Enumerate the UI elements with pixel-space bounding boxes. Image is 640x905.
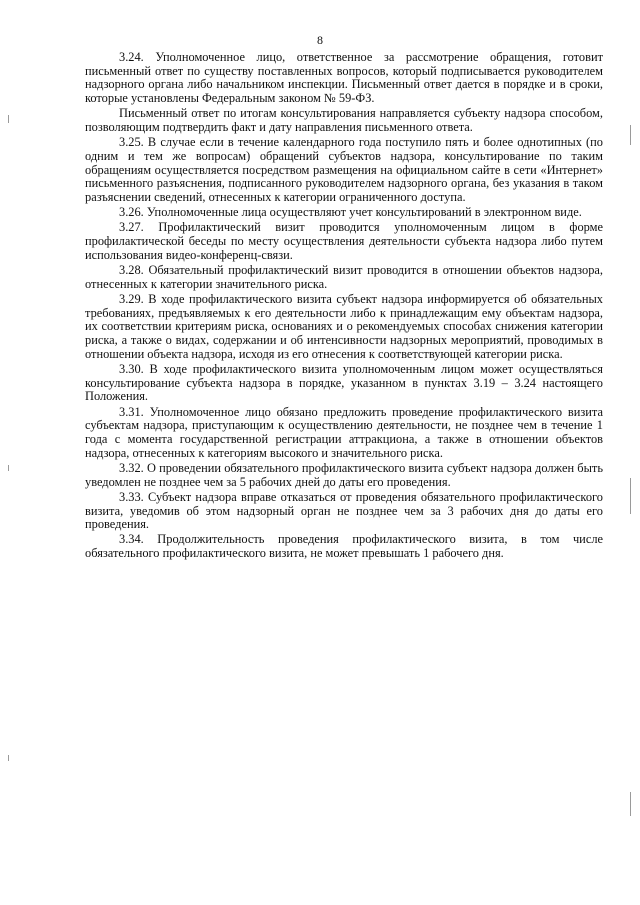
- paragraph-3-31: 3.31. Уполномоченное лицо обязано предложить проведение профилактического визита субъектам надзора, приступающим к осуществлению деятельности, не позднее чем в течение 1 года с момента государственной регистрации аттракциона, а также в отношении объектов надзора, отнесенных к категориям высокого и значительного риска.: [85, 404, 603, 460]
- scan-margin-mark: [8, 465, 9, 471]
- paragraph-3-26: 3.26. Уполномоченные лица осуществляют учет консультирований в электронном виде.: [119, 205, 582, 220]
- paragraph-3-32: 3.32. О проведении обязательного профилактического визита субъект надзора должен быть уведомлен не позднее чем за 5 рабочих дней до даты его проведения.: [85, 460, 603, 489]
- paragraph-3-30: 3.30. В ходе профилактического визита уполномоченным лицом может осуществляться консультирование субъекта надзора в порядке, указанном в пунктах 3.19 – 3.24 настоящего Положения.: [85, 361, 603, 404]
- paragraph-3-27: 3.27. Профилактический визит проводится уполномоченным лицом в форме профилактической беседы по месту осуществления деятельности субъекта надзора либо путем использования видео-конференц-связи.: [85, 220, 603, 262]
- scan-margin-mark: [630, 792, 631, 816]
- scan-margin-mark: [630, 478, 631, 514]
- paragraph-3-28: 3.28. Обязательный профилактический визит проводится в отношении объектов надзора, отнесенных к категории значительного риска.: [85, 263, 603, 291]
- scan-margin-mark: [8, 755, 9, 761]
- paragraph-written-answer: Письменный ответ по итогам консультирования направляется субъекту надзора способом, позволяющим подтвердить факт и дату направления письменного ответа.: [85, 106, 603, 135]
- document-body: [85, 51, 603, 562]
- paragraph-3-24: 3.24. Уполномоченное лицо, ответственное за рассмотрение обращения, готовит письменный ответ по существу поставленных вопросов, который подписывается руководителем надзорного органа либо начальником инспекции. Письменный ответ дается в порядке и в сроки, которые установлены Федеральным законом № 59-ФЗ.: [85, 50, 603, 106]
- paragraph-3-29: 3.29. В ходе профилактического визита субъект надзора информируется об обязательных требованиях, предъявляемых к его деятельности либо к принадлежащим ему объектам надзора, их соответствии критериям риска, основаниях и о рекомендуемых способах снижения категории риска, а также о видах, содержании и об интенсивности надзорных мероприятий, проводимых в отношении объекта надзора, исходя из его отнесения к соответствующей категории риска.: [85, 291, 603, 361]
- paragraph-3-33: 3.33. Субъект надзора вправе отказаться от проведения обязательного профилактического визита, уведомив об этом надзорный орган не позднее чем за 3 рабочих дня до даты его проведения.: [85, 489, 603, 532]
- scan-margin-mark: [8, 115, 9, 123]
- paragraph-3-25: 3.25. В случае если в течение календарного года поступило пять и более однотипных (по одним и тем же вопросам) обращений субъектов надзора, консультирование по таким обращениям осуществляется посредством размещения на официальном сайте в сети «Интернет» письменного разъяснения, подписанного руководителем надзорного органа, без указания в таком разъяснении сведений, отнесенных к категории ограниченного доступа.: [85, 135, 603, 205]
- scan-margin-mark: [630, 125, 631, 145]
- page-number: 8: [317, 33, 323, 47]
- paragraph-3-34: 3.34. Продолжительность проведения профилактического визита, в том числе обязательного профилактического визита, не может превышать 1 рабочего дня.: [85, 532, 603, 561]
